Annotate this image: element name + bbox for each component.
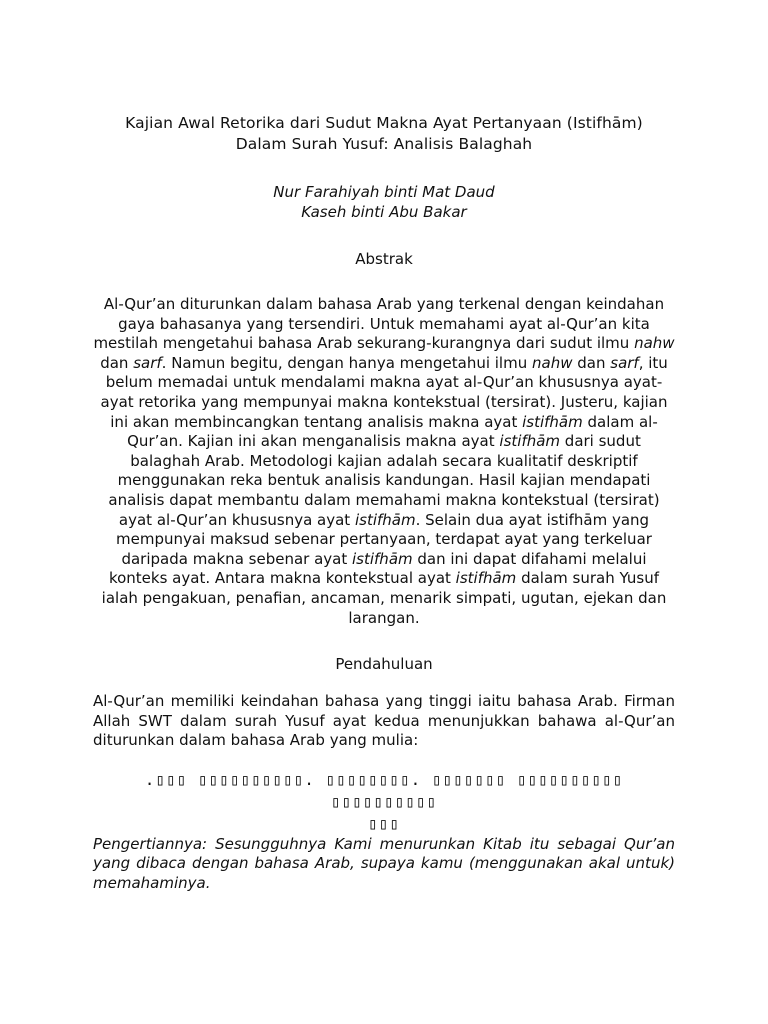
abstract-italic-term: istifhām (522, 412, 583, 431)
abstract-text-run: dari sudut balaghah Arab. Metodologi kajian adalah secara kualitatif deskriptif menggunakan reka bentuk analisis kandungan. Hasil kajian mendapati analisis dapat membantu dalam memahami makna kontekstual (tersirat) ayat al-Qur’an khususnya ayat (108, 432, 660, 529)
paper-title-line-1: Kajian Awal Retorika dari Sudut Makna Ayat Pertanyaan (Istifhām) (125, 114, 643, 132)
author-list (93, 182, 675, 222)
abstract-text-run: . Namun begitu, dengan hanya mengetahui ilmu (161, 353, 532, 372)
quran-verse-line-2: ▯▯▯ (368, 813, 400, 833)
abstract-italic-term: nahw (532, 353, 573, 372)
verse-translation: Pengertiannya: Sesungguhnya Kami menurunkan Kitab itu sebagai Qur’an yang dibaca dengan bahasa Arab, supaya kamu (menggunakan akal untuk) memahaminya. (93, 834, 675, 893)
author-1: Nur Farahiyah binti Mat Daud (273, 183, 495, 201)
abstract-text-run: dan (572, 353, 611, 372)
abstract-italic-term: istifhām (352, 549, 413, 568)
abstract-italic-term: istifhām (499, 432, 561, 451)
abstract-text-run: dalam surah Yusuf ialah pengakuan, penafian, ancaman, menarik simpati, ugutan, ejekan dan larangan. (101, 569, 667, 627)
abstract-text-run: dan (100, 353, 134, 372)
abstract-italic-term: nahw (634, 334, 675, 353)
author-2: Kaseh binti Abu Bakar (301, 203, 467, 221)
introduction-heading: Pendahuluan (335, 655, 433, 674)
quran-verse (93, 769, 675, 835)
quran-verse-line-1: .▯▯▯ ▯▯▯▯▯▯▯▯▯▯. ▯▯▯▯▯▯▯▯. ▯▯▯▯▯▯▯ ▯▯▯▯▯▯▯▯▯▯ ▯▯▯▯▯▯▯▯▯▯ (144, 769, 624, 811)
abstract-text-run: dan ini dapat difahami melalui konteks ayat. Antara makna kontekstual ayat (108, 549, 647, 588)
abstract-italic-term: sarf (133, 353, 162, 372)
abstract-italic-term: istifhām (354, 510, 416, 529)
abstract-text-run: Al-Qur’an diturunkan dalam bahasa Arab yang terkenal dengan keindahan gaya bahasanya yang tersendiri. Untuk memahami ayat al-Qur’an kita mestilah mengetahui bahasa Arab sekurang-kurangnya dari sudut ilmu (93, 295, 665, 353)
abstract-italic-term: istifhām (455, 569, 517, 588)
abstract-text-run: , itu belum memadai untuk mendalami makna ayat al-Qur’an khususnya ayat-ayat retorika yang mempunyai makna kontekstual (tersirat). Justeru, kajian ini akan membincangkan tentang analisis makna ayat (100, 353, 668, 431)
paper-title-line-2: Dalam Surah Yusuf: Analisis Balaghah (235, 135, 533, 153)
paper-title (93, 0, 675, 155)
abstract-text-run: . Selain dua ayat istifhām yang mempunyai maksud sebenar pertanyaan, terdapat ayat yang terkeluar daripada makna sebenar ayat (116, 510, 652, 568)
abstract-text-run: dalam al-Qur’an. Kajian ini akan menganalisis makna ayat (127, 412, 658, 451)
introduction-paragraph: Al-Qur’an memiliki keindahan bahasa yang tinggi iaitu bahasa Arab. Firman Allah SWT dalam surah Yusuf ayat kedua menunjukkan bahawa al-Qur’an diturunkan dalam bahasa Arab yang mulia: (93, 692, 675, 750)
abstract-italic-term: sarf (610, 353, 639, 372)
abstract-heading: Abstrak (355, 250, 413, 268)
abstract-body (93, 295, 675, 628)
